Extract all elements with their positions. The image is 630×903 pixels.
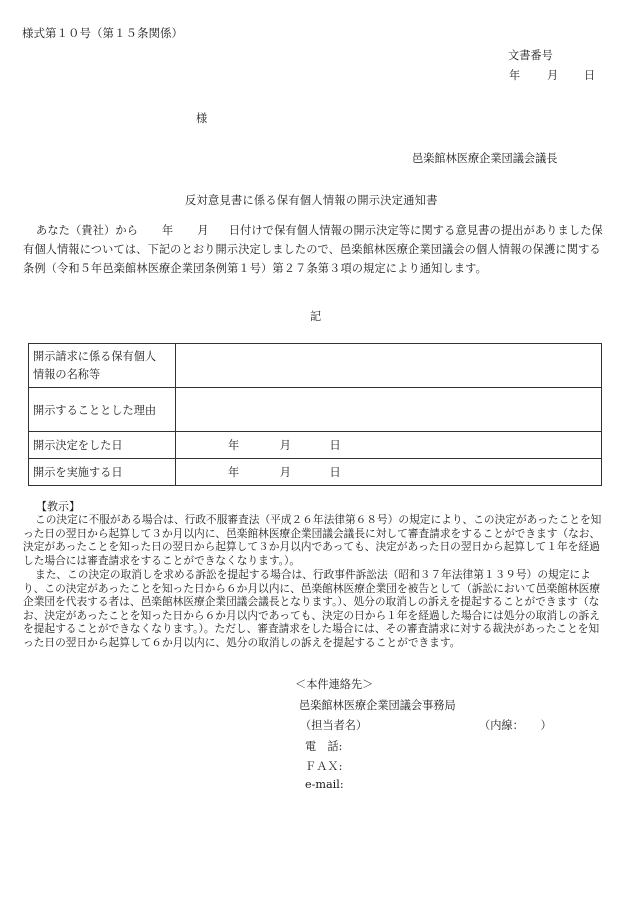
notice-paragraph-2: また、この決定の取消しを求める訴訟を提起する場合は、行政事件訴訟法（昭和３７年法律第１３９号）の規定により、この決定があったことを知った日から６か月以内に、邑楽館林医療企業団を被告として（訴訟において邑楽館林医療企業団を代表する者は、邑楽館林医療企業団議会議長となります。）、処分の取消しの訴えを提起することができます（なお、決定があったことを知った日から６か月以内であっても、決定の日から１年を経過した場合には処分の取消しの訴えを提起することができなくなります。）。ただし、審査請求をした場合には、その審査請求に対する裁決があったことを知った日の翌日から起算して６か月以内に、処分の取消しの訴えを提起することができます。 <box>23 568 601 649</box>
table-label-cell <box>29 344 176 388</box>
document-title: 反対意見書に係る保有個人情報の開示決定通知書 <box>185 194 438 207</box>
date-day: 日 <box>329 439 341 452</box>
contact-phone: 電 話: <box>305 740 343 753</box>
table-label-line1: 開示請求に係る保有個人 <box>33 349 157 363</box>
contact-extension: （内線： ） <box>479 719 552 732</box>
contact-fax: ＦＡＸ: <box>305 760 343 773</box>
table-label-line2: 情報の名称等 <box>33 367 101 381</box>
recipient-suffix: 様 <box>196 112 208 125</box>
notice-heading: 【教示】 <box>36 500 80 513</box>
date-month: 月 <box>547 69 559 82</box>
date-month: 月 <box>279 466 291 479</box>
table-label-cell: 開示を実施する日 <box>29 459 176 486</box>
date-line <box>509 67 596 83</box>
table-value-cell <box>176 388 602 432</box>
table-date-cell <box>176 432 602 459</box>
sender-name: 邑楽館林医療企業団議会議長 <box>412 152 558 165</box>
notice-paragraph-1: この決定に不服がある場合は、行政不服審査法（平成２６年法律第６８号）の規定により、この決定があったことを知った日の翌日から起算して３か月以内に、邑楽館林医療企業団議会議長に対して審査請求をすることができます（なお、決定があったことを知った日の翌日から起算して３か月以内であっても、決定があった日の翌日から起算して１年を経過した場合には審査請求をすることができなくなります。）。 <box>23 513 602 567</box>
table-date-cell <box>176 459 602 486</box>
ki-label: 記 <box>310 310 322 323</box>
table-row <box>29 344 602 388</box>
contact-office: 邑楽館林医療企業団議会事務局 <box>299 699 456 712</box>
date-month: 月 <box>279 439 291 452</box>
contact-email: e-mail: <box>305 778 344 791</box>
table-label-cell: 開示することとした理由 <box>29 388 176 432</box>
body-paragraph <box>23 222 605 278</box>
body-year: 年 <box>162 224 174 237</box>
date-day: 日 <box>584 69 596 82</box>
date-year: 年 <box>228 466 240 479</box>
table-row <box>29 388 602 432</box>
contact-heading: ＜本件連絡先＞ <box>295 678 374 691</box>
body-month: 月 <box>197 224 209 237</box>
date-year: 年 <box>228 439 240 452</box>
document-number-label: 文書番号 <box>508 49 553 62</box>
table-row <box>29 432 602 459</box>
table-value-cell <box>176 344 602 388</box>
contact-person: （担当者名） <box>300 719 368 732</box>
table-row <box>29 459 602 486</box>
body-rest: 日付けで保有個人情報の開示決定等に関する意見書の提出がありました保有個人情報については、下記のとおり開示決定しましたので、邑楽館林医療企業団議会の個人情報の保護に関する条例（令和５年邑楽館林医療企業団条例第１号）第２７条第３項の規定により通知します。 <box>23 224 603 275</box>
form-label: 様式第１０号（第１５条関係） <box>22 26 183 40</box>
date-year: 年 <box>509 69 521 82</box>
table-label-cell: 開示決定をした日 <box>29 432 176 459</box>
body-start: あなた（貴社）から <box>36 224 139 237</box>
disclosure-table <box>28 343 602 486</box>
date-day: 日 <box>329 466 341 479</box>
